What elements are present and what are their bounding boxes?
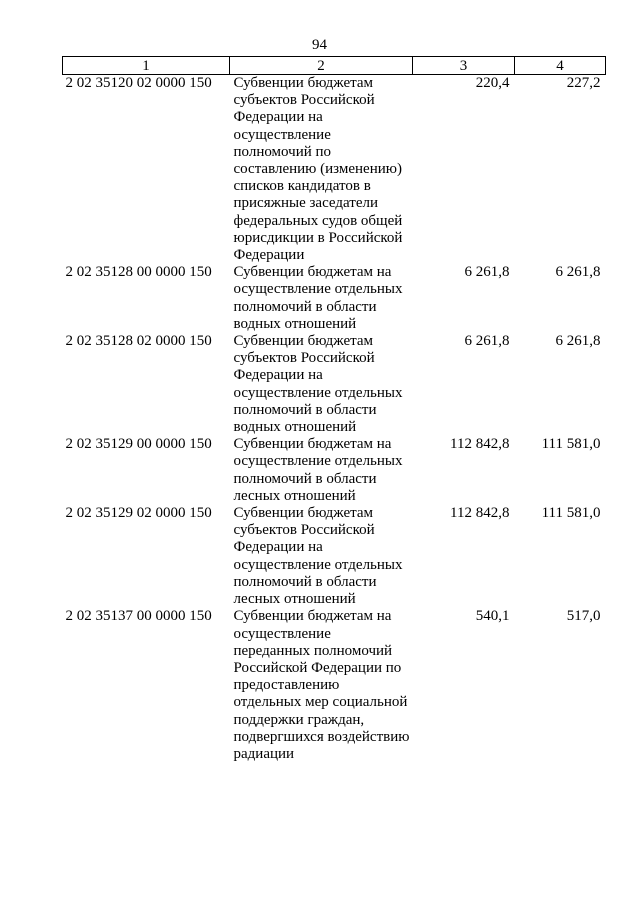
value-col-3: 6 261,8 xyxy=(464,333,510,350)
header-row xyxy=(63,57,606,75)
budget-table xyxy=(62,56,606,763)
header-col-3: 3 xyxy=(413,57,515,75)
value-col-3: 112 842,8 xyxy=(450,505,510,522)
budget-code: 2 02 35128 00 0000 150 xyxy=(65,264,212,281)
budget-code: 2 02 35137 00 0000 150 xyxy=(65,608,212,625)
row-description: Субвенции бюджетам на осуществление отдельных полномочий в области лесных отношений xyxy=(233,436,403,504)
value-col-3: 220,4 xyxy=(475,75,510,91)
value-col-3: 112 842,8 xyxy=(450,436,510,453)
row-description: Субвенции бюджетам на осуществление отдельных полномочий в области водных отношений xyxy=(233,264,403,332)
table-row xyxy=(63,505,606,608)
value-col-4: 6 261,8 xyxy=(555,264,601,281)
table-row xyxy=(63,608,606,763)
table-row xyxy=(63,333,606,436)
budget-code: 2 02 35120 02 0000 150 xyxy=(65,75,212,91)
value-col-4: 111 581,0 xyxy=(541,436,601,453)
row-description: Субвенции бюджетам субъектов Российской Федерации на осуществление отдельных полномочий в области водных отношений xyxy=(233,333,403,436)
header-col-2: 2 xyxy=(230,57,413,75)
table-body xyxy=(63,75,606,764)
row-description: Субвенции бюджетам на осуществление переданных полномочий Российской Федерации по предоставлению отдельных мер социальной поддержки граждан, подвергшихся воздействию радиации xyxy=(233,608,410,762)
value-col-4: 6 261,8 xyxy=(555,333,601,350)
row-description: Субвенции бюджетам субъектов Российской Федерации на осуществление полномочий по составлению (изменению) списков кандидатов в присяжные заседатели федеральных судов общей юрисдикции в Российской Федерации xyxy=(233,75,403,264)
budget-code: 2 02 35129 02 0000 150 xyxy=(65,505,212,522)
header-col-1: 1 xyxy=(63,57,230,75)
header-col-4: 4 xyxy=(515,57,606,75)
page-number: 94 xyxy=(312,37,327,53)
value-col-4: 111 581,0 xyxy=(541,505,601,522)
value-col-3: 540,1 xyxy=(475,608,510,625)
table-row xyxy=(63,436,606,505)
table-row xyxy=(63,75,606,265)
row-description: Субвенции бюджетам субъектов Российской Федерации на осуществление отдельных полномочий в области лесных отношений xyxy=(233,505,403,608)
value-col-4: 517,0 xyxy=(566,608,601,625)
budget-code: 2 02 35128 02 0000 150 xyxy=(65,333,212,350)
budget-code: 2 02 35129 00 0000 150 xyxy=(65,436,212,453)
table-header xyxy=(63,57,606,75)
value-col-4: 227,2 xyxy=(566,75,601,91)
table-row xyxy=(63,264,606,333)
value-col-3: 6 261,8 xyxy=(464,264,510,281)
